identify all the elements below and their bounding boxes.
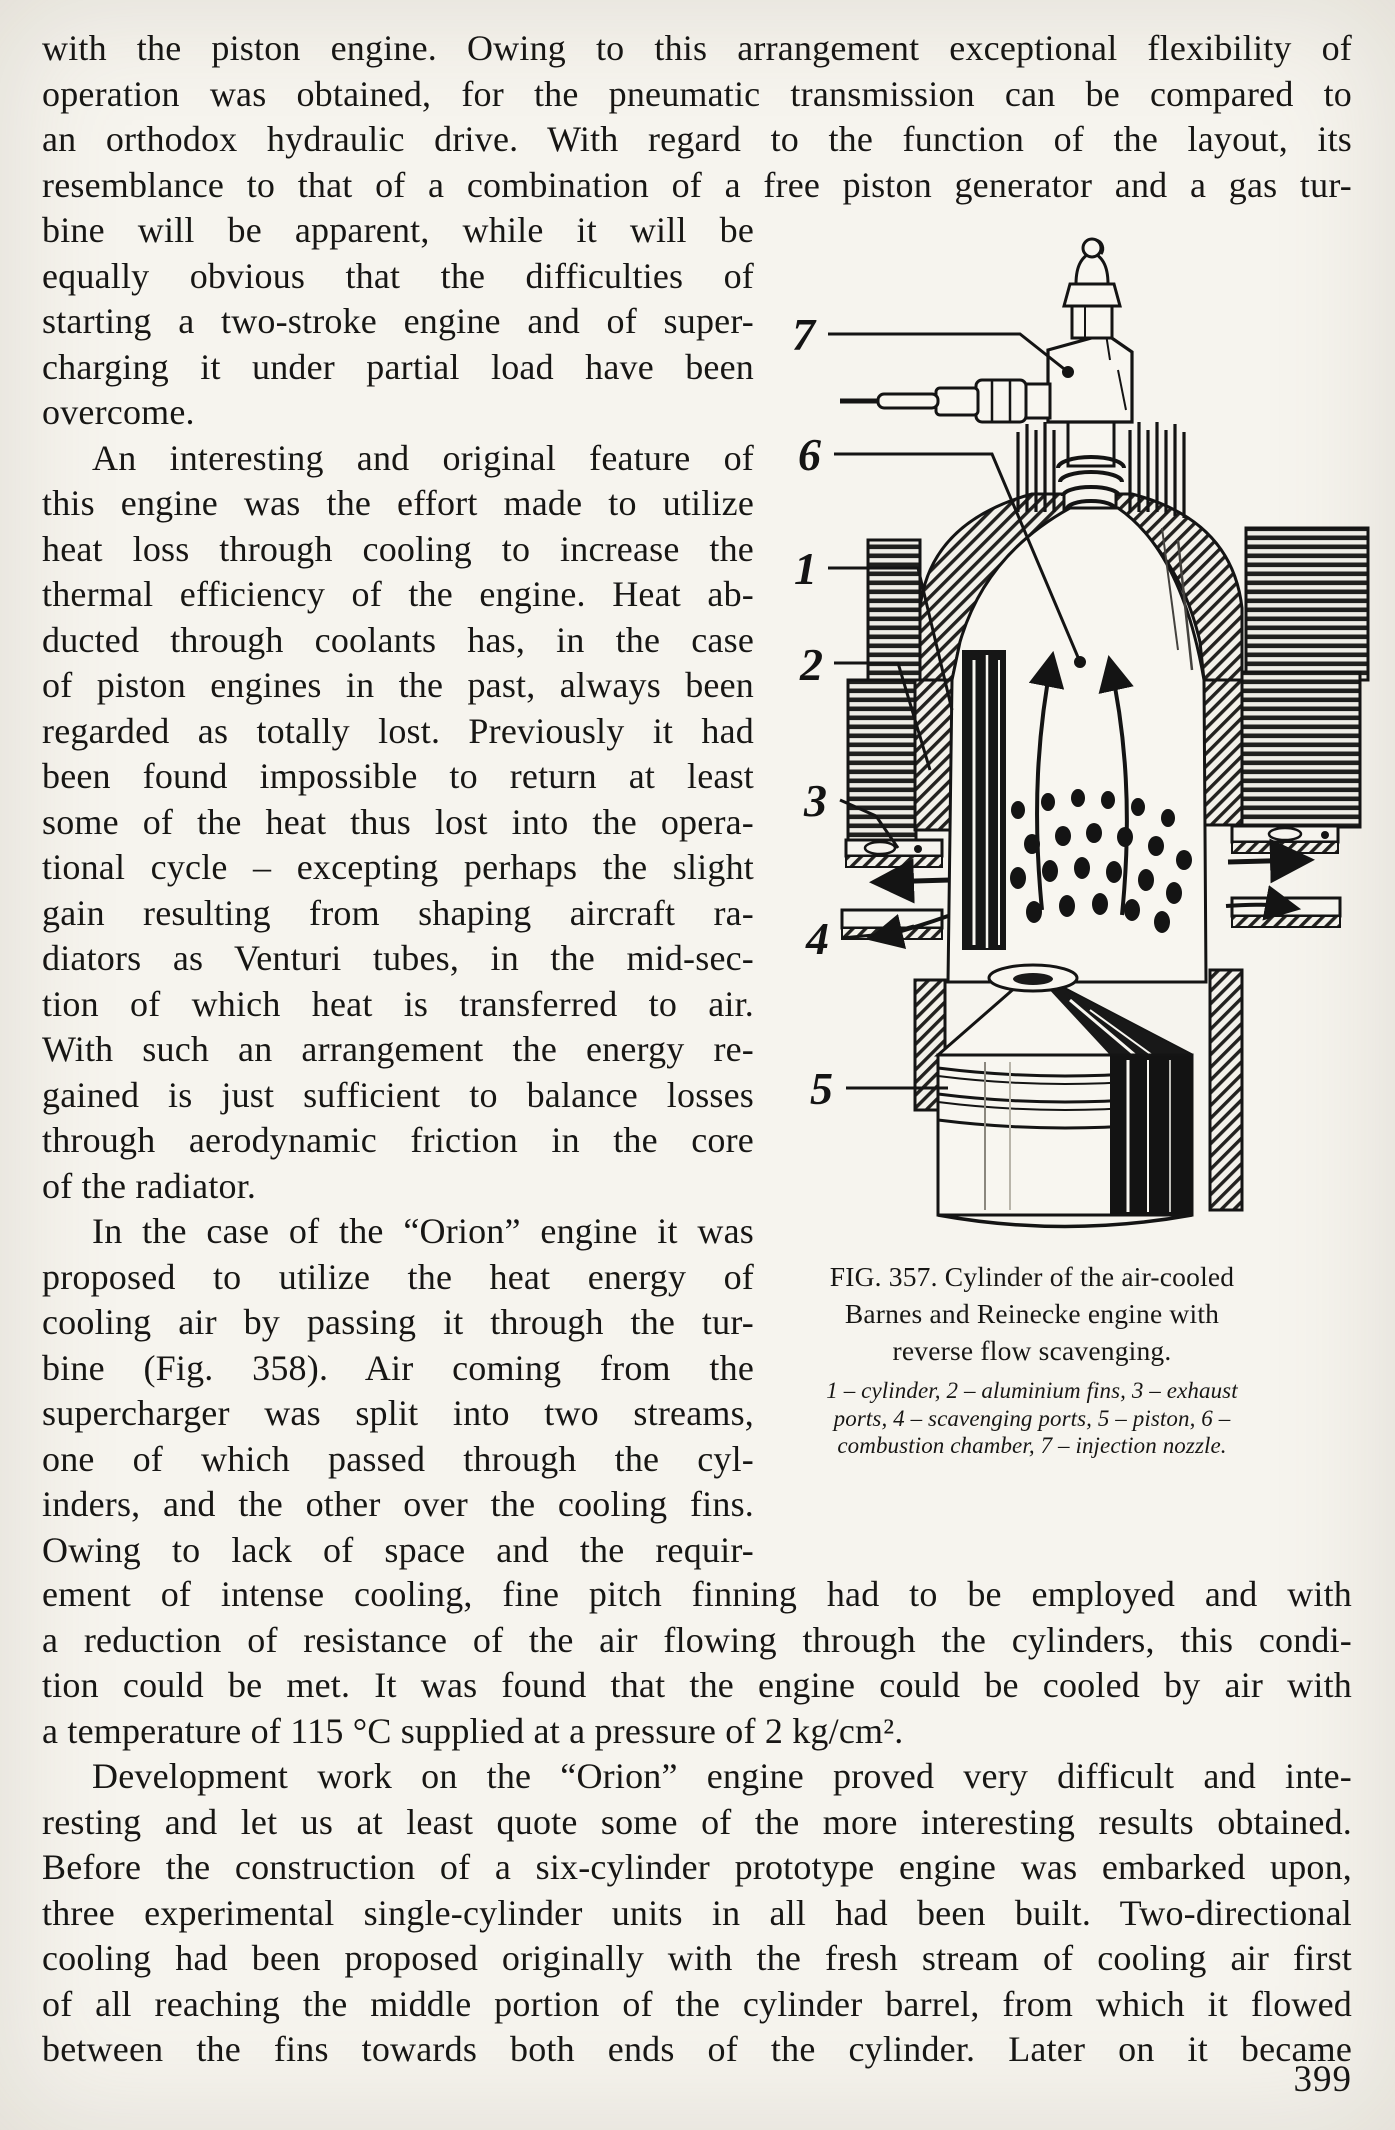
- caption-key-line: 1 – cylinder, 2 – aluminium fins, 3 – exhaust: [826, 1378, 1238, 1403]
- left-column: [42, 208, 754, 1573]
- text-line: a temperature of 115 °C supplied at a pressure of 2 kg/cm².: [42, 1710, 904, 1751]
- text-line: three experimental single-cylinder units in all had been built. Two-directional: [42, 1892, 1352, 1933]
- text-line: a reduction of resistance of the air flowing through the cylinders, this condi-: [42, 1619, 1352, 1660]
- text-line: regarded as totally lost. Previously it had: [42, 710, 754, 751]
- cooling-fins-right: [1242, 528, 1368, 827]
- text-line: charging it under partial load have been: [42, 346, 754, 387]
- figure-caption-title: [786, 1258, 1278, 1369]
- text-line: tional cycle – excepting perhaps the slight: [42, 847, 754, 887]
- bottom-paragraphs: [42, 1572, 1352, 2073]
- text-line: resting and let us at least quote some of the more interesting results obtained.: [42, 1801, 1352, 1842]
- text-line: gain resulting from shaping aircraft ra-: [42, 892, 754, 933]
- caption-key-line: combustion chamber, 7 – injection nozzle.: [837, 1433, 1227, 1458]
- piston: [938, 965, 1192, 1227]
- text-line: Owing to lack of space and the requir-: [42, 1529, 754, 1570]
- text-line: an orthodox hydraulic drive. With regard to the function of the layout, its: [42, 119, 1352, 159]
- text-line: With such an arrangement the energy re-: [42, 1029, 754, 1069]
- caption-key-line: ports, 4 – scavenging ports, 5 – piston, 6 –: [833, 1405, 1231, 1431]
- figure-label-2: 2: [800, 639, 823, 690]
- text-line: diators as Venturi tubes, in the mid-sec-: [42, 938, 754, 978]
- text-line: of the radiator.: [42, 1165, 257, 1206]
- text-line: resemblance to that of a combination of a free piston generator and a gas tur-: [42, 164, 1352, 205]
- text-line: An interesting and original feature of: [92, 437, 754, 478]
- text-line: bine (Fig. 358). Air coming from the: [42, 1347, 754, 1388]
- figure-label-1: 1: [794, 543, 817, 594]
- text-line: of all reaching the middle portion of the cylinder barrel, from which it flowed: [42, 1983, 1352, 2024]
- text-line: Before the construction of a six-cylinder prototype engine was embarked upon,: [42, 1847, 1352, 1887]
- text-line: overcome.: [42, 392, 195, 432]
- text-line: bine will be apparent, while it will be: [42, 210, 754, 250]
- text-line: In the case of the “Orion” engine it was: [92, 1211, 754, 1251]
- text-line: tion of which heat is transferred to air.: [42, 983, 754, 1024]
- text-line: heat loss through cooling to increase the: [42, 528, 754, 569]
- figure-label-5: 5: [810, 1063, 833, 1114]
- caption-line: reverse flow scavenging.: [892, 1335, 1172, 1366]
- figure-label-4: 4: [806, 913, 829, 964]
- text-line: one of which passed through the cyl-: [42, 1438, 754, 1479]
- text-line: proposed to utilize the heat energy of: [42, 1256, 754, 1297]
- caption-line: FIG. 357. Cylinder of the air-cooled: [829, 1261, 1235, 1292]
- text-line: ducted through coolants has, in the case: [42, 619, 754, 660]
- text-line: between the fins towards both ends of the cylinder. Later on it became: [42, 2029, 1352, 2069]
- scavenging-flange-right: [1232, 898, 1340, 927]
- text-line: with the piston engine. Owing to this arrangement exceptional flexibility of: [42, 28, 1352, 68]
- text-line: gained is just sufficient to balance losses: [42, 1074, 754, 1115]
- figure-label-7: 7: [792, 309, 815, 360]
- text-line: of piston engines in the past, always been: [42, 665, 754, 705]
- text-line: starting a two-stroke engine and of super-: [42, 301, 754, 341]
- text-line: ement of intense cooling, fine pitch finning had to be employed and with: [42, 1574, 1352, 1614]
- figure-357-illustration: [780, 210, 1395, 1290]
- page-number: 399: [1293, 2059, 1352, 2100]
- text-line: this engine was the effort made to utilize: [42, 483, 754, 523]
- text-line: inders, and the other over the cooling fins.: [42, 1484, 754, 1524]
- text-line: operation was obtained, for the pneumatic transmission can be compared to: [42, 73, 1352, 114]
- exhaust-flange-right: [1232, 826, 1338, 853]
- figure-caption: [786, 1258, 1278, 1460]
- text-line: tion could be met. It was found that the engine could be cooled by air with: [42, 1665, 1352, 1705]
- text-line: Development work on the “Orion” engine proved very difficult and inte-: [92, 1756, 1352, 1796]
- injection-nozzle: [840, 239, 1184, 518]
- text-line: cooling had been proposed originally with the fresh stream of cooling air first: [42, 1938, 1352, 1978]
- figure-labels: [792, 309, 833, 1114]
- text-line: equally obvious that the difficulties of: [42, 255, 754, 296]
- top-paragraph: [42, 26, 1352, 208]
- text-line: supercharger was split into two streams,: [42, 1393, 754, 1433]
- figure-caption-key: [786, 1377, 1278, 1460]
- figure-label-3: 3: [804, 775, 827, 826]
- text-line: been found impossible to return at least: [42, 756, 754, 796]
- text-line: some of the heat thus lost into the opera-: [42, 801, 754, 842]
- text-line: through aerodynamic friction in the core: [42, 1120, 754, 1160]
- text-line: cooling air by passing it through the tur-: [42, 1302, 754, 1342]
- text-line: thermal efficiency of the engine. Heat ab-: [42, 574, 754, 614]
- cooling-fins-left: [848, 540, 920, 840]
- figure-label-6: 6: [798, 429, 821, 480]
- caption-line: Barnes and Reinecke engine with: [844, 1298, 1220, 1329]
